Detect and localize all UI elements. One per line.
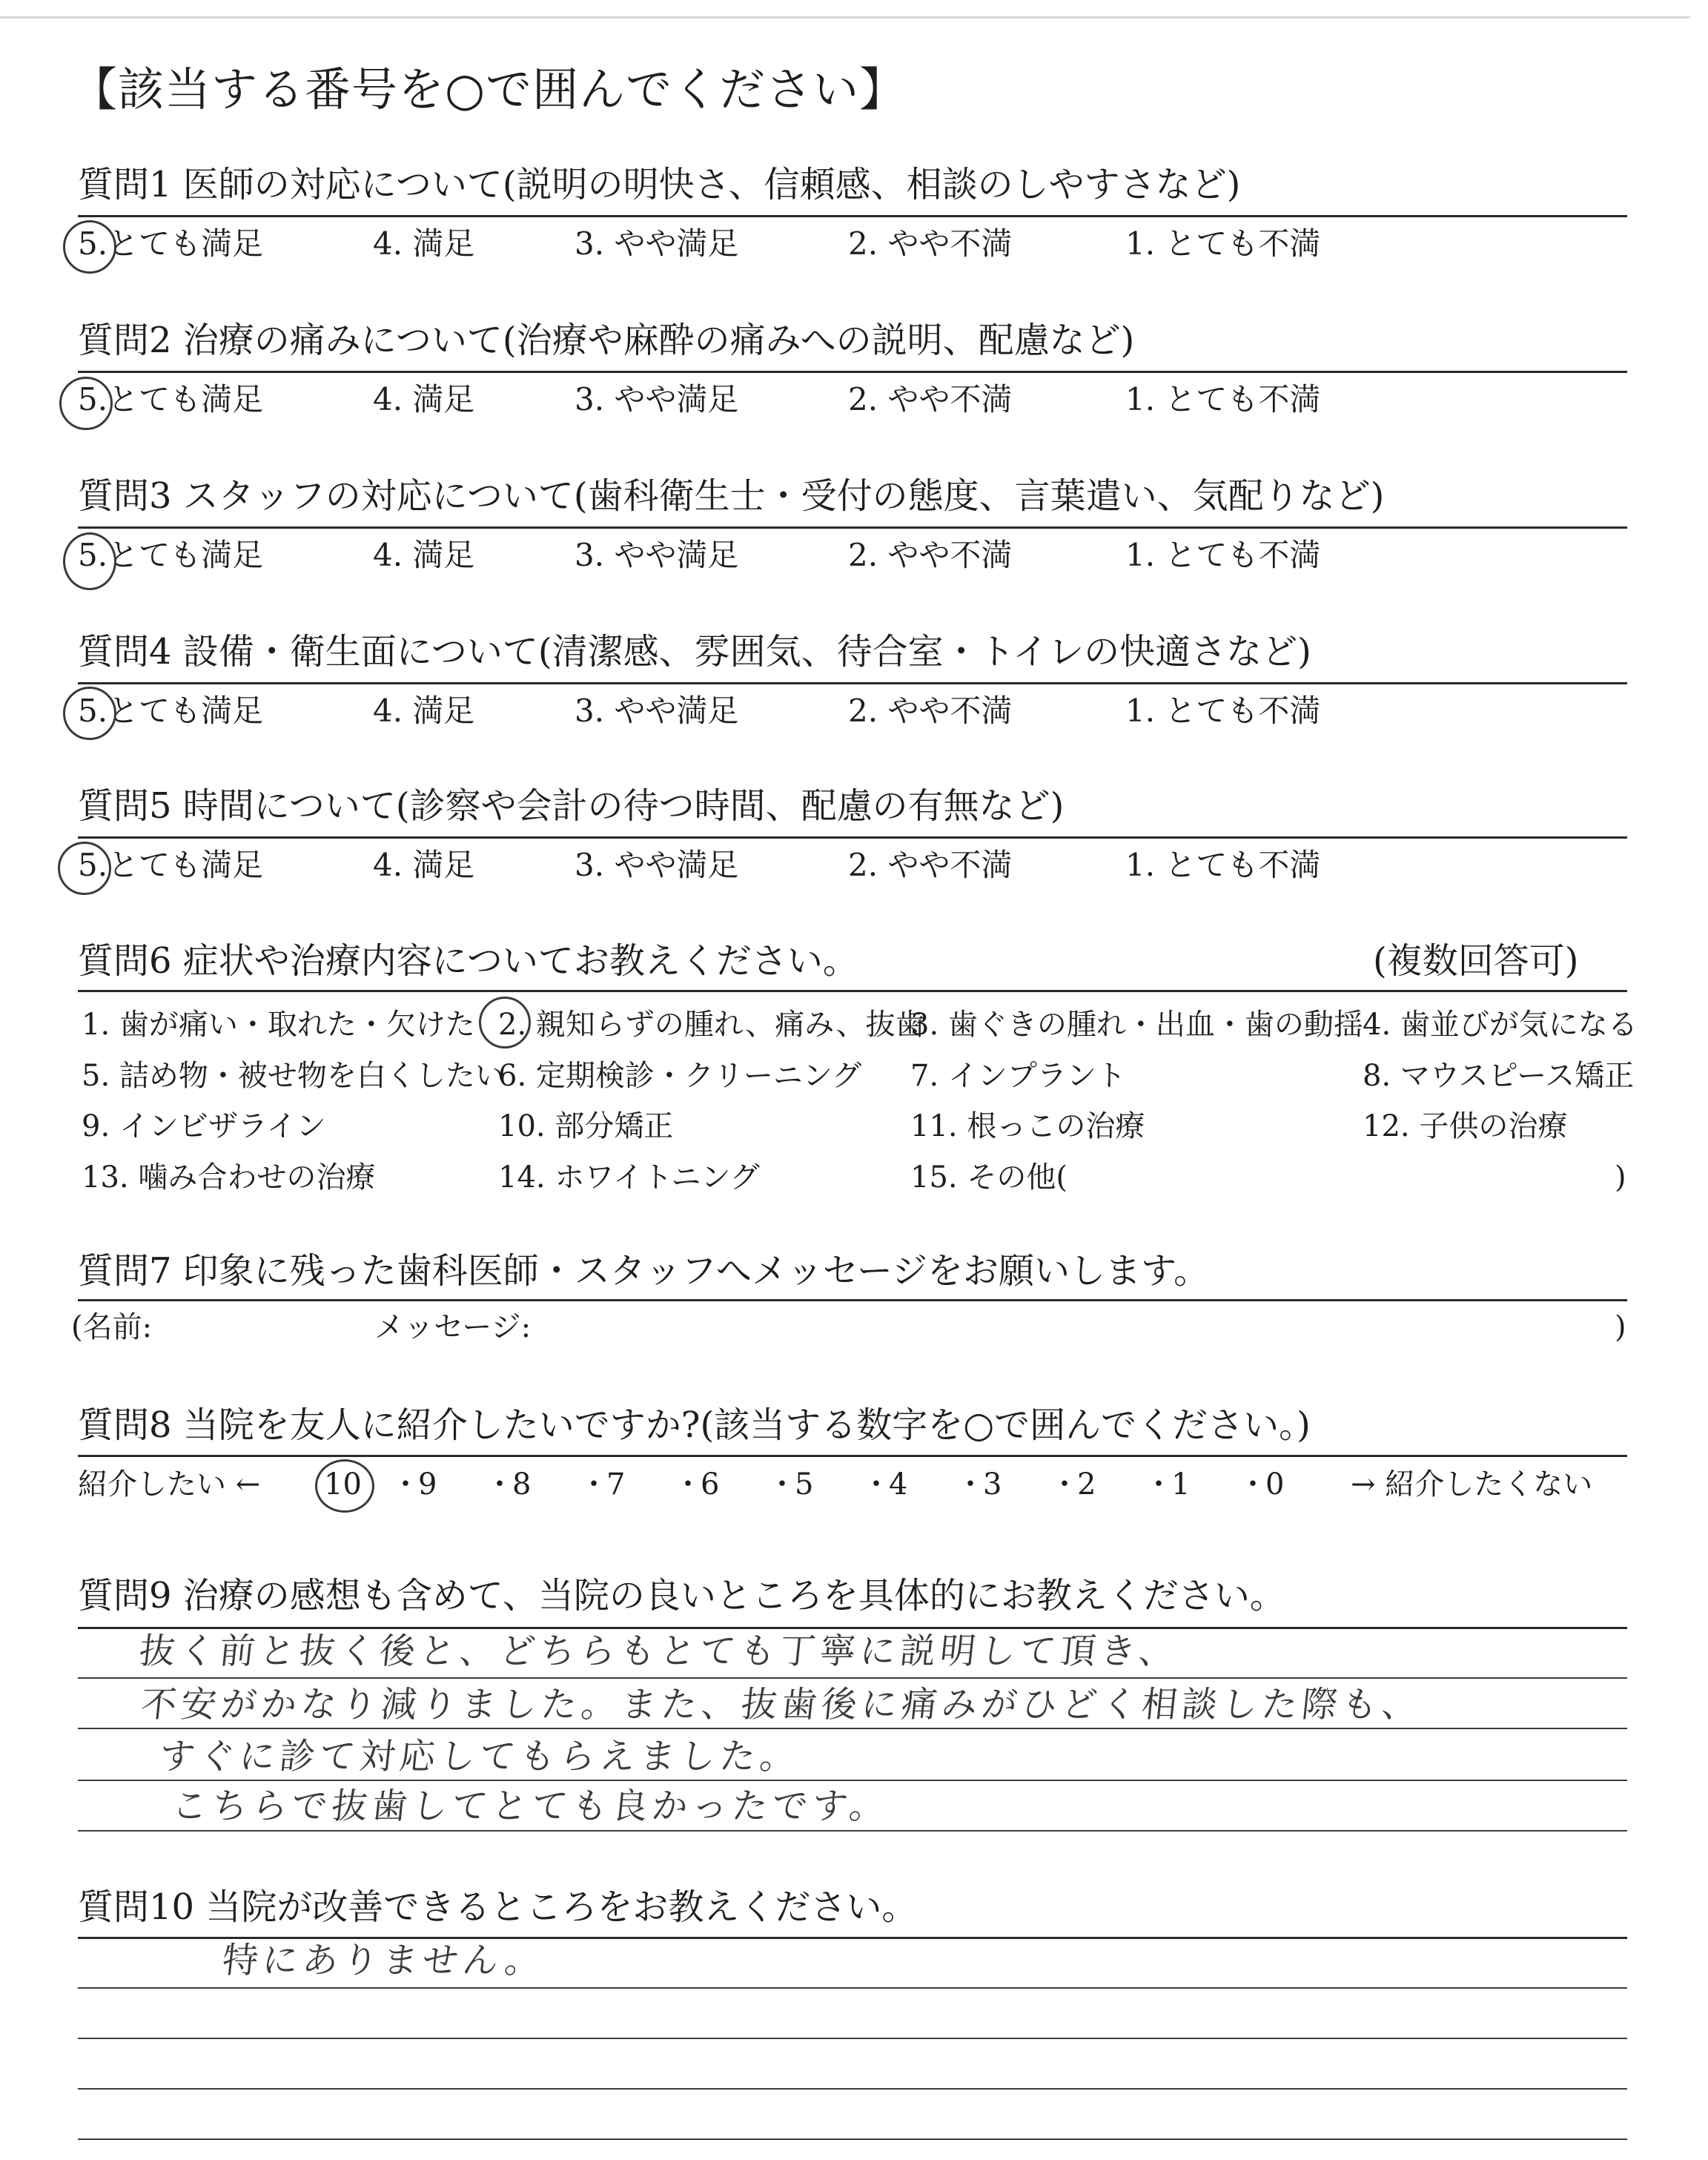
q8-separator-dot: ・ (956, 1467, 985, 1502)
question-2-title: 質問2 治療の痛みについて(治療や麻酔の痛みへの説明、配慮など) (78, 320, 1135, 361)
q1-option-2[interactable]: 2. やや不満 (848, 225, 1013, 262)
q6-option-13[interactable]: 13. 噛み合わせの治療 (82, 1160, 376, 1195)
q8-number-1[interactable]: 1 (1171, 1467, 1191, 1502)
question-9-rule (78, 1627, 1627, 1629)
q9-answer-line-4 (78, 1830, 1627, 1832)
question-6-title: 質問6 症状や治療内容についてお教えください。 (78, 940, 858, 982)
q2-option-1[interactable]: 1. とても不満 (1125, 381, 1321, 417)
q6-option-3[interactable]: 3. 歯ぐきの腫れ・出血・歯の動揺 (910, 1008, 1363, 1042)
q8-separator-dot: ・ (579, 1467, 609, 1502)
top-edge-line (0, 16, 1690, 19)
q8-selection-circle (315, 1459, 374, 1513)
q8-number-4[interactable]: 4 (889, 1467, 908, 1502)
q8-separator-dot: ・ (1144, 1467, 1174, 1502)
q10-answer-line-2 (78, 2038, 1627, 2039)
q1-option-3[interactable]: 3. やや満足 (575, 225, 739, 262)
q2-option-4[interactable]: 4. 満足 (373, 381, 475, 417)
q4-option-3[interactable]: 3. やや満足 (575, 693, 739, 729)
question-4-rule (78, 682, 1627, 684)
q5-option-4[interactable]: 4. 満足 (373, 847, 475, 883)
q6-option-1[interactable]: 1. 歯が痛い・取れた・欠けた (82, 1008, 475, 1042)
q4-option-2[interactable]: 2. やや不満 (848, 693, 1013, 729)
q7-close-paren: ) (1615, 1310, 1626, 1344)
q8-number-6[interactable]: 6 (701, 1467, 720, 1502)
q6-option-15[interactable]: 15. その他( (910, 1160, 1068, 1195)
q4-selection-circle (63, 687, 116, 740)
q6-option-8[interactable]: 8. マウスピース矯正 (1363, 1059, 1635, 1093)
q6-option-6[interactable]: 6. 定期検診・クリーニング (498, 1059, 862, 1093)
q1-option-5[interactable]: 5.とても満足 (78, 225, 264, 262)
question-6-note: (複数回答可) (1373, 940, 1579, 982)
q7-name-label: (名前: (71, 1310, 153, 1344)
q5-selection-circle (58, 842, 111, 895)
q5-option-5[interactable]: 5.とても満足 (78, 847, 264, 883)
q8-number-3[interactable]: 3 (983, 1467, 1002, 1502)
q9-handwritten-line-2: 不安がかなり減りました。また、抜歯後に痛みがひどく相談した際も、 (139, 1684, 1424, 1725)
q6-option-2[interactable]: 2. 親知らずの腫れ、痛み、抜歯 (498, 1008, 925, 1042)
q5-option-1[interactable]: 1. とても不満 (1125, 847, 1321, 883)
q10-answer-line-4 (78, 2138, 1627, 2140)
question-3-rule (78, 526, 1627, 529)
q6-option-15-close: ) (1615, 1160, 1626, 1195)
q6-option-5[interactable]: 5. 詰め物・被せ物を白くしたい (82, 1059, 505, 1093)
q8-separator-dot: ・ (391, 1467, 420, 1502)
q9-handwritten-line-3: すぐに診て対応してもらえました。 (157, 1736, 802, 1777)
q8-number-2[interactable]: 2 (1077, 1467, 1096, 1502)
question-9-title: 質問9 治療の感想も含めて、当院の良いところを具体的にお教えください。 (78, 1575, 1285, 1616)
question-10-title: 質問10 当院が改善できるところをお教えください。 (78, 1886, 918, 1928)
q2-selection-circle (59, 377, 113, 430)
q10-handwritten-line-1: 特にありません。 (220, 1940, 547, 1981)
q8-number-9[interactable]: 9 (418, 1467, 437, 1502)
q6-option-4[interactable]: 4. 歯並びが気になる (1363, 1008, 1638, 1042)
q3-option-2[interactable]: 2. やや不満 (848, 537, 1013, 573)
question-5-title: 質問5 時間について(診察や会計の待つ時間、配慮の有無など) (78, 785, 1065, 827)
q10-answer-line-1 (78, 1987, 1627, 1989)
q2-option-5[interactable]: 5.とても満足 (78, 381, 264, 417)
q1-option-1[interactable]: 1. とても不満 (1125, 225, 1321, 262)
question-5-rule (78, 836, 1627, 839)
question-10-rule (78, 1937, 1627, 1939)
q9-handwritten-line-1: 抜く前と抜く後と、どちらもとても丁寧に説明して頂き、 (137, 1631, 1182, 1672)
q3-option-4[interactable]: 4. 満足 (373, 537, 475, 573)
q4-option-4[interactable]: 4. 満足 (373, 693, 475, 729)
q6-option-14[interactable]: 14. ホワイトニング (498, 1160, 760, 1195)
q5-option-3[interactable]: 3. やや満足 (575, 847, 739, 883)
q3-selection-circle (63, 532, 116, 590)
q4-option-5[interactable]: 5.とても満足 (78, 693, 264, 729)
question-8-rule (78, 1455, 1627, 1457)
q1-option-4[interactable]: 4. 満足 (373, 225, 475, 262)
q9-answer-line-1 (78, 1677, 1627, 1679)
q3-option-1[interactable]: 1. とても不満 (1125, 537, 1321, 573)
q8-separator-dot: ・ (673, 1467, 703, 1502)
question-7-rule (78, 1299, 1627, 1301)
q8-separator-dot: ・ (1238, 1467, 1268, 1502)
question-6-rule (78, 990, 1627, 992)
question-1-title: 質問1 医師の対応について(説明の明快さ、信頼感、相談のしやすさなど) (78, 164, 1241, 205)
q6-option-11[interactable]: 11. 根っこの治療 (910, 1109, 1145, 1143)
q7-message-label: メッセージ: (374, 1310, 532, 1344)
q8-separator-dot: ・ (485, 1467, 514, 1502)
q4-option-1[interactable]: 1. とても不満 (1125, 693, 1321, 729)
page-title: 【該当する番号を○で囲んでください】 (71, 62, 907, 116)
q9-handwritten-line-4: こちらで抜歯してとても良かったです。 (170, 1786, 892, 1827)
q8-number-10[interactable]: 10 (324, 1467, 362, 1502)
q6-selection-circle (479, 997, 531, 1048)
q2-option-2[interactable]: 2. やや不満 (848, 381, 1013, 417)
q8-separator-dot: ・ (767, 1467, 797, 1502)
q2-option-3[interactable]: 3. やや満足 (575, 381, 739, 417)
q8-left-label: 紹介したい ← (78, 1467, 261, 1502)
q8-separator-dot: ・ (1050, 1467, 1079, 1502)
q5-option-2[interactable]: 2. やや不満 (848, 847, 1013, 883)
q8-right-label: → 紹介したくない (1351, 1467, 1593, 1502)
q8-separator-dot: ・ (861, 1467, 891, 1502)
q8-number-5[interactable]: 5 (795, 1467, 814, 1502)
question-3-title: 質問3 スタッフの対応について(歯科衛生士・受付の態度、言葉遣い、気配りなど) (78, 475, 1385, 517)
question-2-rule (78, 371, 1627, 373)
q3-option-5[interactable]: 5.とても満足 (78, 537, 264, 573)
q8-number-8[interactable]: 8 (512, 1467, 532, 1502)
q6-option-10[interactable]: 10. 部分矯正 (498, 1109, 674, 1143)
question-1-rule (78, 215, 1627, 217)
q6-option-9[interactable]: 9. インビザライン (82, 1109, 326, 1143)
q3-option-3[interactable]: 3. やや満足 (575, 537, 739, 573)
q6-option-7[interactable]: 7. インプラント (910, 1059, 1126, 1093)
question-8-title: 質問8 当院を友人に紹介したいですか?(該当する数字を○で囲んでください。) (78, 1404, 1311, 1446)
q6-option-12[interactable]: 12. 子供の治療 (1363, 1109, 1568, 1143)
q9-answer-line-3 (78, 1780, 1627, 1781)
q1-selection-circle (63, 220, 116, 274)
q8-number-0[interactable]: 0 (1265, 1467, 1285, 1502)
q10-answer-line-3 (78, 2088, 1627, 2090)
q8-number-7[interactable]: 7 (606, 1467, 626, 1502)
question-4-title: 質問4 設備・衛生面について(清潔感、雰囲気、待合室・トイレの快適さなど) (78, 631, 1311, 673)
q9-answer-line-2 (78, 1728, 1627, 1729)
question-7-title: 質問7 印象に残った歯科医師・スタッフへメッセージをお願いします。 (78, 1250, 1210, 1292)
